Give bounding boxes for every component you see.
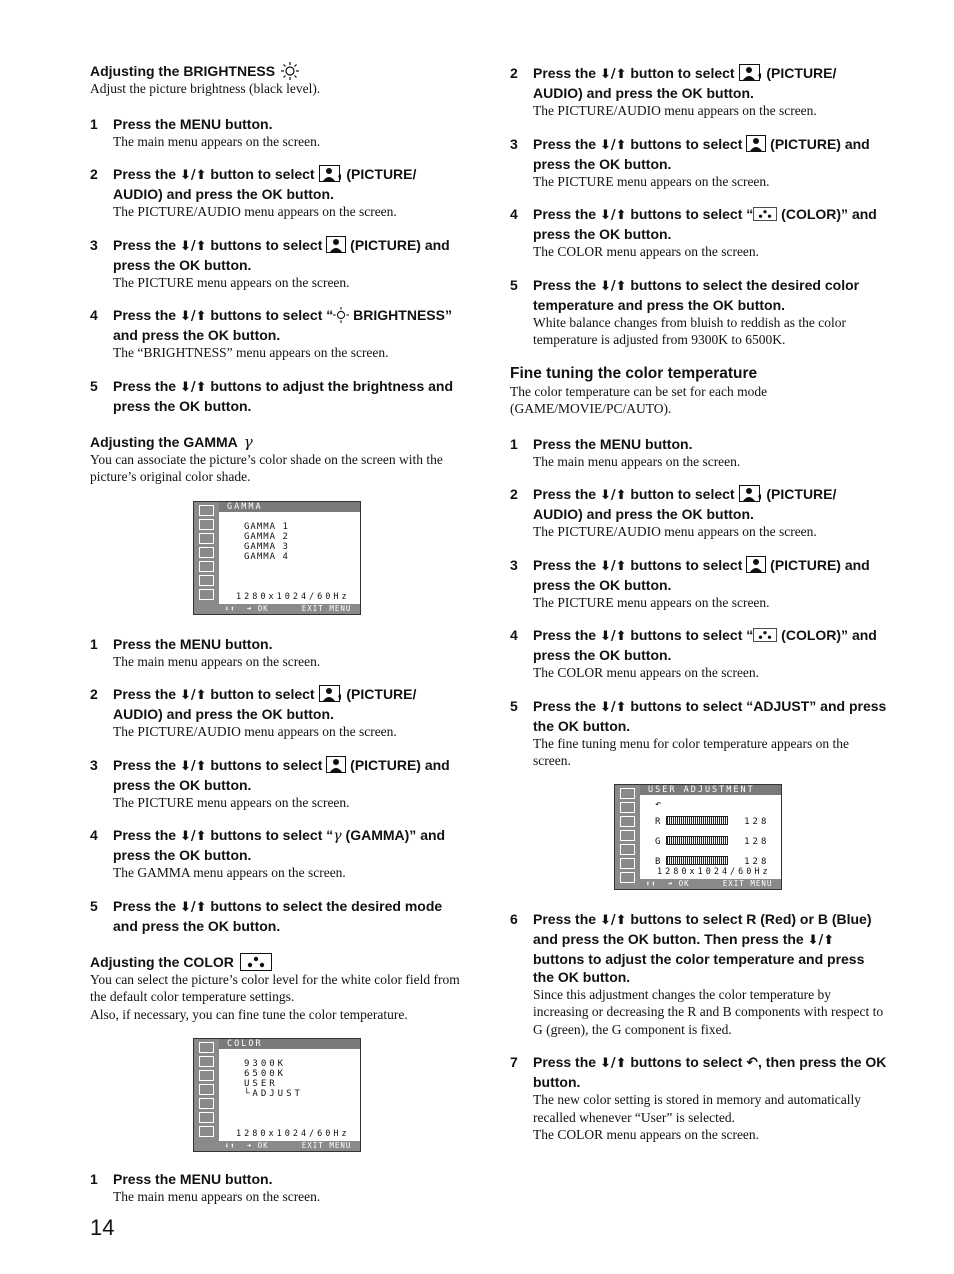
blue-level-bar [666,856,728,865]
down-up-arrow-icon: ⬇/⬆ [599,278,627,294]
down-up-arrow-icon: ⬇/⬆ [179,899,207,915]
color-osd-menu [193,1038,361,1152]
color-heading: Adjusting the COLOR [90,953,466,971]
gamma-icon: γ [243,432,253,451]
down-up-arrow-icon: ⬇/⬆ [179,238,207,254]
down-up-arrow-icon: ⬇/⬆ [599,912,627,928]
gamma-icon: γ [333,828,342,844]
color-intro-2: Also, if necessary, you can fine tune the color temperature. [90,1006,408,1022]
picture-icon [746,135,766,152]
down-up-arrow-icon: ⬇/⬆ [179,168,207,183]
fine-tuning-intro: The color temperature can be set for each mode (GAME/MOVIE/PC/AUTO). [510,383,768,416]
down-up-arrow-icon: ⬇/⬆ [599,208,627,223]
fine-step-2: 2 Press the ⬇/⬆ button to select (PICTURE/ AUDIO) and press the OK button. The PICTURE/AUDIO menu appears on the screen. [510,486,837,539]
osd-footer: ⬇⬆ ➜ OK EXIT MENU [640,879,781,889]
gamma-heading: Adjusting the GAMMA γ [90,432,253,451]
return-icon: ↶ [746,1055,759,1071]
color-step-5: 5 Press the ⬇/⬆ buttons to select the desired color temperature and press the OK button. White balance changes from bluish to reddish as the color temperature is adjusted from 9300K to 6500K. [510,276,860,347]
picture-icon [746,556,766,573]
osd-footer: ⬇⬆ ➜ OK EXIT MENU [219,1141,360,1151]
color-icon [753,206,777,222]
down-up-arrow-icon: ⬇/⬆ [807,932,835,948]
fine-step-6: 6 Press the ⬇/⬆ buttons to select R (Red) or B (Blue) and press the OK button. Then press the ⬇/⬆ buttons to adjust the color temperature and press the OK button. Since this adjustment changes the color temperature by increasing or decreasing the R and B components with respect to G (green), the G component is fixed. [510,910,884,1037]
osd-items: 9300K 6500K USER └ADJUST [244,1059,303,1099]
picture-audio-icon [739,64,763,81]
osd-sidebar [615,785,640,889]
red-level-bar [666,816,728,825]
brightness-step-4: 4 Press the ⬇/⬆ buttons to select “ BRIGHTNESS” and press the OK button. The “BRIGHTNESS” menu appears on the screen. [90,307,452,360]
osd-sidebar [194,502,219,614]
down-up-arrow-icon: ⬇/⬆ [179,379,207,395]
color-step-1: 1 Press the MENU button. The main menu appears on the screen. [90,1171,321,1204]
color-step-4: 4 Press the ⬇/⬆ buttons to select “ (COLOR)” and press the OK button. The COLOR menu appears on the screen. [510,206,877,259]
brightness-icon [333,307,349,323]
down-up-arrow-icon: ⬇/⬆ [179,829,207,844]
picture-audio-icon [319,165,343,182]
fine-step-3: 3 Press the ⬇/⬆ buttons to select (PICTURE) and press the OK button. The PICTURE menu appears on the screen. [510,556,870,610]
picture-icon [326,236,346,253]
brightness-step-1: 1 Press the MENU button. The main menu appears on the screen. [90,115,321,149]
osd-resolution: 1280x1024/60Hz [236,1129,350,1139]
down-up-arrow-icon: ⬇/⬆ [179,758,207,774]
brightness-step-2: 2 Press the ⬇/⬆ button to select (PICTURE/ AUDIO) and press the OK button. The PICTURE/AUDIO menu appears on the screen. [90,166,417,219]
gamma-osd-menu [193,501,361,615]
down-up-arrow-icon: ⬇/⬆ [599,137,627,153]
fine-step-1: 1 Press the MENU button. The main menu appears on the screen. [510,435,741,469]
picture-icon [326,756,346,773]
gamma-step-5: 5 Press the ⬇/⬆ buttons to select the desired mode and press the OK button. [90,897,443,934]
osd-footer: ⬇⬆ ➜ OK EXIT MENU [219,604,360,614]
osd-items: GAMMA 1 GAMMA 2 GAMMA 3 GAMMA 4 [244,521,289,562]
osd-resolution: 1280x1024/60Hz [236,591,350,602]
osd-resolution: 1280x1024/60Hz [657,866,771,877]
picture-audio-icon [319,685,343,702]
osd-title: GAMMA [219,502,360,512]
color-step-3: 3 Press the ⬇/⬆ buttons to select (PICTURE) and press the OK button. The PICTURE menu appears on the screen. [510,135,870,189]
color-step-2: 2 Press the ⬇/⬆ button to select (PICTURE/ AUDIO) and press the OK button. The PICTURE/AUDIO menu appears on the screen. [510,65,837,118]
picture-audio-icon [739,485,763,502]
osd-rgb-rows: R 128 G 128 B 128 [655,816,770,867]
return-icon: ↶ [655,798,662,810]
brightness-step-3: 3 Press the ⬇/⬆ buttons to select (PICTURE) and press the OK button. The PICTURE menu appears on the screen. [90,236,450,290]
down-up-arrow-icon: ⬇/⬆ [599,488,627,503]
brightness-step-5: 5 Press the ⬇/⬆ buttons to adjust the brightness and press the OK button. [90,377,454,414]
left-column [90,62,466,1206]
green-level-bar [666,836,728,845]
osd-title: USER ADJUSTMENT [640,785,781,795]
color-icon [240,953,272,971]
page-number: 14 [90,1215,115,1240]
brightness-heading: Adjusting the BRIGHTNESS [90,62,466,80]
brightness-intro: Adjust the picture brightness (black level). [90,81,321,96]
down-up-arrow-icon: ⬇/⬆ [179,688,207,703]
down-up-arrow-icon: ⬇/⬆ [599,699,627,715]
fine-step-5: 5 Press the ⬇/⬆ buttons to select “ADJUST” and press the OK button. The fine tuning menu for color temperature appears on the screen. [510,697,887,768]
down-up-arrow-icon: ⬇/⬆ [599,558,627,574]
fine-tuning-heading: Fine tuning the color temperature [510,364,758,382]
brightness-icon [281,62,299,80]
osd-title: COLOR [219,1039,360,1049]
user-adjustment-osd-menu [614,784,782,890]
gamma-step-2: 2 Press the ⬇/⬆ button to select (PICTURE/ AUDIO) and press the OK button. The PICTURE/AUDIO menu appears on the screen. [90,686,417,739]
fine-step-4: 4 Press the ⬇/⬆ buttons to select “ (COLOR)” and press the OK button. The COLOR menu appears on the screen. [510,627,877,680]
gamma-step-1: 1 Press the MENU button. The main menu appears on the screen. [90,635,321,669]
color-icon [753,627,777,643]
gamma-step-3: 3 Press the ⬇/⬆ buttons to select (PICTURE) and press the OK button. The PICTURE menu appears on the screen. [90,756,450,810]
down-up-arrow-icon: ⬇/⬆ [599,67,627,82]
down-up-arrow-icon: ⬇/⬆ [599,629,627,644]
right-column [510,62,888,1144]
gamma-intro: You can associate the picture’s color shade on the screen with the picture’s original color shade. [90,451,443,484]
gamma-step-4: 4 Press the ⬇/⬆ buttons to select “γ (GAMMA)” and press the OK button. The GAMMA menu appears on the screen. [90,827,446,880]
osd-sidebar [194,1039,219,1151]
down-up-arrow-icon: ⬇/⬆ [179,309,207,324]
down-up-arrow-icon: ⬇/⬆ [599,1056,627,1071]
color-intro-1: You can select the picture’s color level for the white color field from the default color temperature settings. [90,971,460,1004]
fine-step-7: 7 Press the ⬇/⬆ buttons to select ↶, then press the OK button. The new color setting is stored in memory and automatically recalled whenever “User” is selected. The COLOR menu appears on the screen. [510,1054,887,1142]
